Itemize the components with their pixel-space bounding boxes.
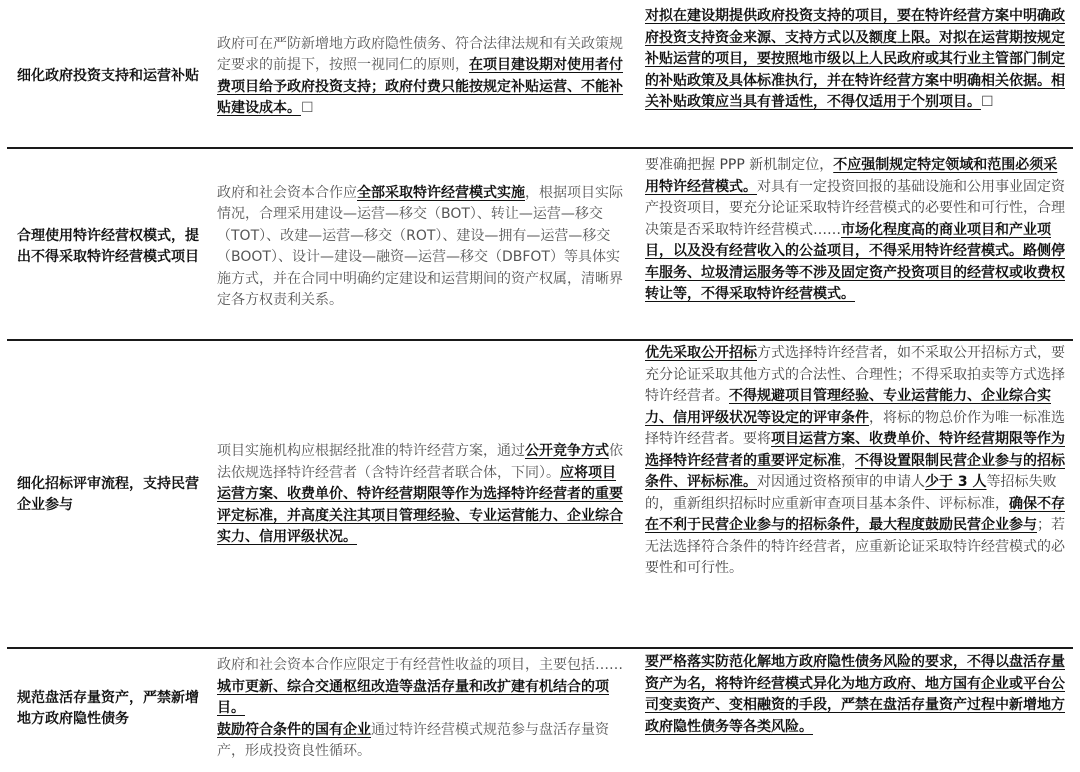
emphasized-text: 应将项目运营方案、收费单价、特许经营期限等作为选择特许经营者的重要评定标准，并高度关注其项目管理经验、专业运营能力、企业综合实力、信用评级状况。 — [217, 464, 623, 546]
plain-text: 对因通过资格预审的申请人 — [757, 474, 925, 490]
row-old-text — [207, 0, 635, 147]
plain-text: ，根据项目实际情况，合理采用建设—运营—移交（BOT）、转让—运营—移交（TOT）、改建—运营—移交（ROT）、建设—拥有—运营—移交（BOOT）、设计—建设—融资—运营—移交（DBFOT）等具体实施方式，并在合同中明确约定建设和运营期间的资产权属，清晰界定各方权责利关系。 — [217, 184, 623, 308]
plain-text: 对具有一定投资回报的基础设施和公用事业固定资产投资项目，要充分论证采取特许经营模式的必要性和可行性，合理决策是否采取特许经营模式…… — [645, 178, 1065, 238]
plain-text: 方式选择特许经营者，如不采取公开招标方式，要充分论证采取其他方式的合法性、合理性；不得采取拍卖等方式选择特许经营者。 — [645, 345, 1065, 404]
row-topic: 细化招标评审流程，支持民营企业参与 — [17, 475, 199, 513]
row-new-text — [635, 149, 1073, 339]
plain-text: 政府可在严防新增地方政府隐性债务、符合法律法规和有关政策规定要求的前提下，按照一视同仁的原则， — [217, 35, 623, 73]
plain-text: 通过特许经营模式规范参与盘活存量资产，形成投资良性循环。 — [217, 721, 609, 760]
plain-text: ；若无法选择符合条件的特许经营者，应重新论证采取特许经营模式的必要性和可行性。 — [645, 517, 1065, 576]
emphasized-text: 公开竞争方式 — [525, 443, 609, 460]
plain-text: 项目实施机构应根据经批准的特许经营方案，通过 — [217, 443, 525, 460]
emphasized-text: 城市更新、综合交通枢纽改造等盘活存量和改扩建有机结合的项目。 — [217, 678, 609, 717]
emphasized-text: 全部采取特许经营模式实施 — [357, 184, 525, 201]
emphasized-text: 鼓励符合条件的国有企业 — [217, 721, 371, 738]
row-topic: 规范盘活存量资产，严禁新增地方政府隐性债务 — [17, 689, 199, 727]
emphasized-text: 要严格落实防范化解地方政府隐性债务风险的要求，不得以盘活存量资产为名，将特许经营模式异化为地方政府、地方国有企业或平台公司变卖资产、变相融资的手段，严禁在盘活存量资产过程中新增地方政府隐性债务等各类风险。 — [645, 654, 1065, 735]
plain-text: 要准确把握 PPP 新机制定位， — [645, 157, 834, 173]
emphasized-text: 确保不存在不利于民营企业参与的招标条件，最大程度鼓励民营企业参与 — [645, 495, 1065, 533]
plain-text: 政府和社会资本合作应限定于有经营性收益的项目，主要包括…… — [217, 657, 623, 674]
plain-text: 政府和社会资本合作应 — [217, 184, 357, 201]
emphasized-text: 对拟在建设期提供政府投资支持的项目，要在特许经营方案中明确政府投资支持资金来源、支持方式以及额度上限。对拟在运营期按规定补贴运营的项目，要按照地市级以上人民政府或其行业主管部门制定的补贴政策及具体标准执行，并在特许经营方案中明确相关依据。相关补贴政策应当具有普适性，不得仅适用于个别项目。 — [645, 8, 1065, 110]
plain-text: 等招标失败的，重新组织招标时应重新审查项目基本条件、评标标准， — [645, 474, 1057, 512]
plain-text: 依法依规选择特许经营者（含特许经营者联合体，下同）。 — [217, 443, 623, 481]
emphasized-text: 不应强制规定特定领域和范围必须采用特许经营模式。 — [645, 157, 1058, 195]
row-new-text — [635, 649, 1073, 766]
emphasized-text: 市场化程度高的商业项目和产业项目，以及没有经营收入的公益项目，不得采用特许经营模式。路侧停车服务、垃圾清运服务等不涉及固定资产投资项目的经营权或收费权转让等，不得采取特许经营模式。 — [645, 221, 1065, 302]
emphasized-text: 在项目建设期对使用者付费项目给予政府投资支持；政府付费只能按规定补贴运营、不能补贴建设成本。 — [217, 57, 623, 116]
row-old-text — [207, 341, 635, 647]
row-new-text — [635, 0, 1073, 147]
plain-text: ☐ — [981, 94, 994, 110]
row-old-text — [207, 649, 635, 766]
policy-comparison-table — [7, 0, 1073, 766]
plain-text: ， — [841, 452, 855, 469]
plain-text: ☐ — [301, 100, 314, 116]
emphasized-text: 不得设置限制民营企业参与的招标条件、评标标准。 — [645, 452, 1065, 490]
emphasized-text: 优先采取公开招标 — [645, 345, 757, 361]
emphasized-text: 少于 3 人 — [925, 474, 987, 490]
emphasized-text: 项目运营方案、收费单价、特许经营期限等作为选择特许经营者的重要评定标准 — [645, 431, 1065, 469]
row-old-text — [207, 149, 635, 339]
row-topic: 细化政府投资支持和运营补贴 — [17, 67, 199, 84]
row-topic: 合理使用特许经营权模式，提出不得采取特许经营模式项目 — [17, 227, 199, 265]
emphasized-text: 不得规避项目管理经验、专业运营能力、企业综合实力、信用评级状况等设定的评审条件 — [645, 388, 1051, 426]
plain-text: ，将标的物总价作为唯一标准选择特许经营者。要将 — [645, 409, 1065, 447]
row-new-text — [635, 341, 1073, 647]
